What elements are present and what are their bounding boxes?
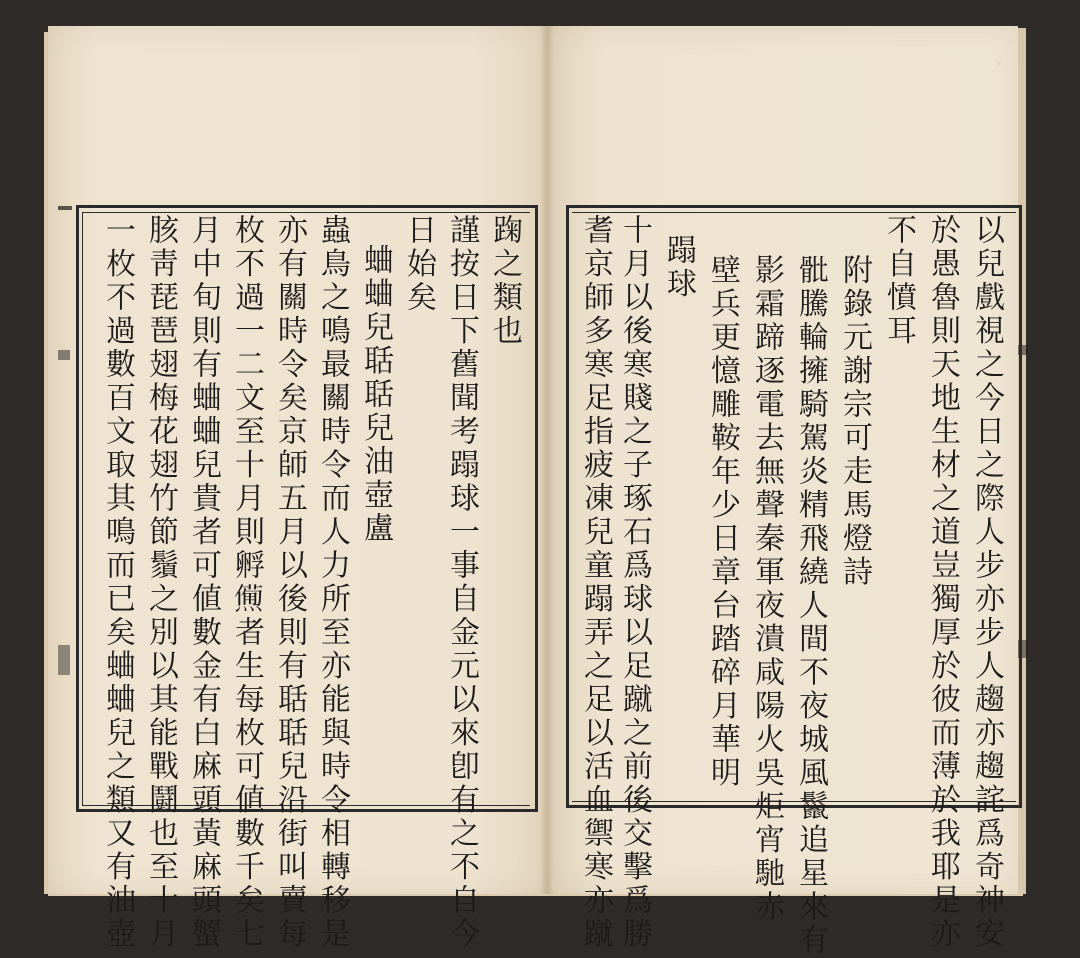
text-column: 月中旬則有蛐蛐兒貴者可値數金有白麻頭黃麻頭蟹 [186, 214, 221, 951]
left-page-inner-rule [82, 212, 530, 213]
left-page-inner-rule [82, 212, 83, 806]
show-through-text: ． [973, 60, 1003, 90]
fore-edge-mark [58, 645, 70, 675]
text-column: 耆京師多寒足指疲凍兒童蹋弄之足以活血禦寒亦蹴 [578, 214, 613, 951]
fore-edge-mark [58, 206, 72, 210]
text-column: 𩨨騰輪擁騎駕炎精飛繞人間不夜城風鬣追星來有 [793, 254, 828, 958]
text-column: 亦有關時令矣京師五月以後則有聒聒兒沿街叫賣每 [272, 214, 307, 951]
text-column: 蟲鳥之鳴最關時令而人力所至亦能與時令相轉移是 [315, 214, 350, 951]
text-column: 影霜蹄逐電去無聲秦軍夜潰咸陽火吳炬宵馳赤 [749, 254, 784, 924]
text-column: 枚不過一二文至十月則孵𤏹者生每枚可値數千矣七 [229, 214, 264, 951]
text-column: 日始矣 [401, 214, 436, 315]
text-column: 胲靑琵琶翅梅花翅竹節鬚之別以其能戰鬪也至十月 [143, 214, 178, 951]
text-column: 壁兵更憶雕鞍年少日章台踏碎月華明 [705, 254, 740, 790]
text-column: 一枚不過數百文取其鳴而已矣蛐蛐兒之類又有油壺 [100, 214, 135, 951]
text-column: 於愚魯則天地生材之道豈獨厚於彼而薄於我耶是亦 [925, 214, 960, 951]
text-column: 以兒戲視之今日之際人步亦步人趨亦趨詫爲奇神安 [969, 214, 1004, 951]
text-column: 不自憤耳 [881, 214, 916, 348]
text-column: 踘之類也 [487, 214, 522, 348]
text-column: 十月以後寒賤之子琢石爲球以足蹴之前後交擊爲勝 [617, 214, 652, 951]
fore-edge-mark [58, 350, 70, 360]
text-column: 蛐蛐兒聒聒兒油壺盧 [358, 244, 393, 546]
book-gutter [540, 26, 554, 894]
text-column: 蹋球 [661, 234, 696, 301]
text-column: 謹按日下舊聞考蹋球一事自金元以來卽有之不自今 [444, 214, 479, 951]
text-column: 附錄元謝宗可走馬燈詩 [837, 254, 872, 589]
right-page-inner-rule [572, 212, 1016, 213]
